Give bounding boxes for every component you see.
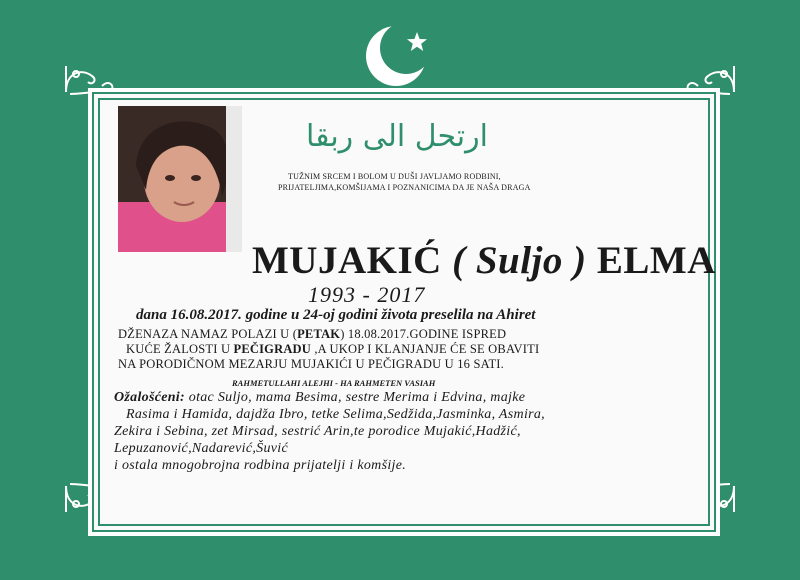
mourners-line-2: Rasima i Hamida, dajdža Ibro, tetke Selima,Sedžida,Jasminka, Asmira, [126,407,545,422]
deceased-name [252,238,716,283]
funeral-line-1: DŽENAZA NAMAZ POLAZI U (PETAK) 18.08.2017.GODINE ISPRED [118,327,507,341]
intro-line-1: TUŽNIM SRCEM I BOLOM U DUŠI JAVLJAMO RODBINI, [288,172,501,181]
first-name: ELMA [596,239,716,282]
intro-line-2: PRIJATELJIMA,KOMŠIJAMA I POZNANICIMA DA JE NAŠA DRAGA [278,183,531,192]
crescent-star-icon [362,18,434,90]
funeral-place: PEČIGRADU [233,342,312,356]
mourners-line-3: Zekira i Sebina, zet Mirsad, sestrić Arin,te porodice Mujakić,Hadžić, [114,424,521,439]
mourners-label: Ožalošćeni: [114,390,185,405]
funeral-line-3: NA PORODIČNOM MEZARJU MUJAKIĆI U PEČIGRADU U 16 SATI. [118,357,504,371]
funeral-day: PETAK [297,327,341,341]
notice-panel [88,88,720,536]
portrait-photo [118,106,242,252]
mourners-line-4: Lepuzanović,Nadarević,Šuvić [114,441,288,456]
father-name: ( Suljo ) [452,239,587,282]
arabic-calligraphy [292,110,502,160]
life-years: 1993 - 2017 [308,282,426,307]
arabic-calligraphy-text: ارتحل الى ربقا [306,119,488,154]
mourners-line-5: i ostala mnogobrojna rodbina prijatelji i komšije. [114,458,407,473]
death-notice: dana 16.08.2017. godine u 24-oj godini života preselila na Ahiret [136,307,536,323]
mourners-line-1: Ožalošćeni: otac Suljo, mama Besima, sestre Merima i Edvina, majke [114,390,526,405]
funeral-line-2: KUĆE ŽALOSTI U PEČIGRADU ,A UKOP I KLANJANJE ĆE SE OBAVITI [126,342,540,356]
prayer-line: RAHMETULLAHI ALEJHI - HA RAHMETEN VASIAH [232,378,436,388]
surname: MUJAKIĆ [252,239,442,282]
